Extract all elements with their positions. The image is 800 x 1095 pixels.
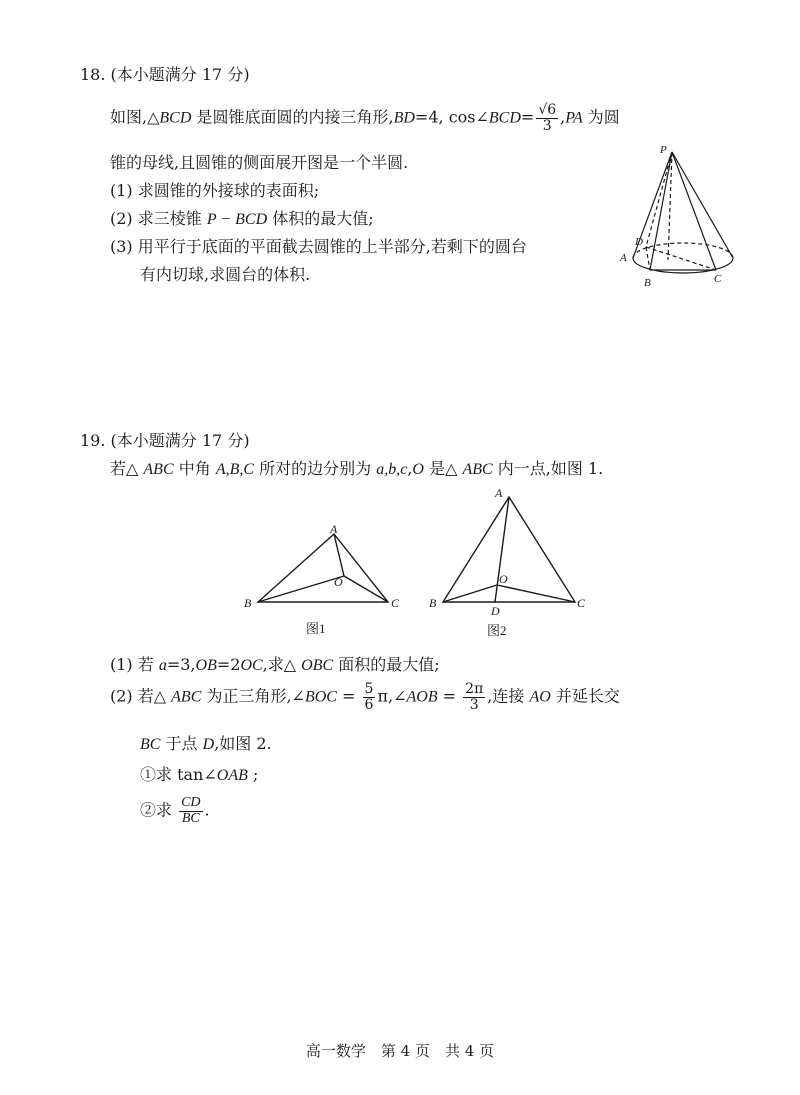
cone-figure [610,140,735,290]
text: 内一点,如图 1. [492,459,604,478]
text: ,求△ [262,655,302,674]
q19-intro [110,456,603,479]
q18-intro-line2: 锥的母线,且圆锥的侧面展开图是一个半圆. [110,153,409,172]
text: cos∠ [448,107,489,127]
text: ②求 [140,800,178,820]
text: (2) 求三棱锥 [110,209,207,228]
triangle-abc [258,534,388,602]
edge-pd [646,152,672,247]
math: A,B,C [215,461,255,478]
q18-score: (本小题满分 17 分) [110,65,250,84]
fraction-numerator: √6 [538,102,557,118]
text: = [437,686,462,706]
text: =3, [166,655,196,674]
label-p: P [660,144,667,156]
q19-heading [80,428,250,451]
fraction-cd-bc [179,796,202,826]
label-c: C [391,596,400,610]
text: = [520,107,535,127]
text: (1) 若 [110,655,159,674]
text: ①求 tan∠ [140,765,217,784]
label-a: A [495,486,503,500]
text: (2) 若△ [110,686,172,706]
text: 是△ [423,459,463,478]
figure-2-caption: 图2 [487,623,507,638]
text: 并延长交 [550,686,620,706]
math: ABC [171,688,202,706]
segment-bo [258,576,344,602]
math: O [412,461,424,478]
fraction-denominator: 6 [364,696,374,713]
text: 于点 [160,734,203,753]
fraction-2pi-3 [463,682,485,712]
cone-edge-right [672,152,733,258]
label-d: D [491,604,500,618]
label-b: B [244,596,252,610]
figure-1 [236,520,406,640]
fraction-denominator: 3 [469,696,479,713]
q19-sub1 [110,652,440,675]
fraction-denominator: BC [181,810,200,826]
fraction-denominator: 3 [542,117,552,134]
text: 是圆锥底面圆的内接三角形, [191,107,394,127]
label-d: D [635,236,643,248]
math: a,b,c [376,461,408,478]
math: OB [195,657,217,674]
math: ABC [143,461,174,478]
label-o: O [334,575,343,589]
segment-co [344,576,388,602]
label-a: A [620,252,627,264]
math: BCD [488,109,521,127]
math: a [158,657,167,674]
text: , [560,107,566,127]
q18-sub2 [110,206,374,229]
label-a: A [330,522,338,536]
text: 为圆 [582,107,620,127]
q18-sub1: (1) 求圆锥的外接球的表面积; [110,181,320,200]
fraction-numerator: 2π [465,681,484,697]
label-c: C [714,273,722,285]
q19-part1 [140,762,258,785]
math: P − BCD [206,211,268,228]
text: =2 [216,655,241,674]
text: 如图,△ [110,107,160,127]
text: . [204,800,210,820]
fraction-5-6 [363,682,376,712]
math: BOC [304,688,337,706]
math: OAB [216,767,248,784]
cos-fraction [536,103,558,133]
text: π,∠ [377,686,407,706]
math: PA [565,109,583,127]
math: BC [140,736,161,753]
q18-number: 18. [80,65,106,84]
text: = [336,686,361,706]
math: AO [529,688,551,706]
page-footer: 高一数学 第 4 页 共 4 页 [305,1042,495,1060]
edge-pc [672,152,716,270]
math: ABC [462,461,493,478]
math: OC [240,657,263,674]
math: D [202,736,215,753]
q18-sub3-line1: (3) 用平行于底面的平面截去圆锥的上半部分,若剩下的圆台 [110,237,527,256]
edge-dc [646,247,716,270]
text: 所对的边分别为 [254,459,377,478]
text: ,连接 [487,686,530,706]
q19-part2 [140,796,210,826]
math: AOB [406,688,438,706]
q19-sub2-line1 [110,682,620,712]
text: 若△ [110,459,144,478]
math: BCD [159,109,192,127]
figure-2 [425,485,595,640]
text: , [407,459,413,478]
math: OBC [301,657,334,674]
text: =4, [414,107,444,127]
math: BD [393,109,415,127]
text: 中角 [173,459,216,478]
triangle-abc [443,497,575,602]
text: 体积的最大值; [267,209,374,228]
segment-co [497,585,575,602]
text: 为正三角形,∠ [201,686,305,706]
q18-intro-line1 [110,103,620,133]
fraction-numerator: CD [181,795,201,810]
label-c: C [577,596,586,610]
figure-1-caption: 图1 [306,621,326,636]
edge-db [646,247,650,270]
label-b: B [644,277,651,289]
segment-bo [443,585,497,602]
q18-sub3-line2: 有内切球,求圆台的体积. [140,265,311,284]
q18-heading [80,62,250,85]
label-b: B [429,596,437,610]
fraction-numerator: 5 [364,681,374,697]
cone-base-front [633,258,733,273]
label-o: O [499,572,508,586]
text: 面积的最大值; [333,655,440,674]
text: ; [247,765,259,784]
text: ,如图 2. [214,734,272,753]
q19-score: (本小题满分 17 分) [110,431,250,450]
q19-sub2-line2 [140,731,272,754]
q19-number: 19. [80,431,106,450]
